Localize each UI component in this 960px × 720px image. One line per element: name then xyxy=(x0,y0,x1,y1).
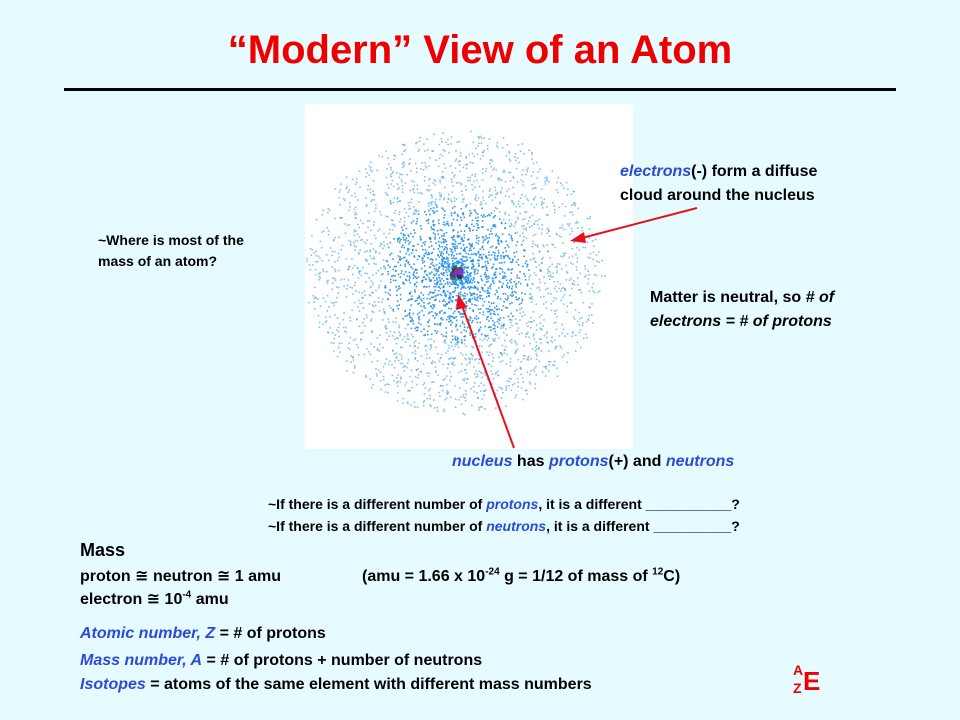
mass-question: ~Where is most of the mass of an atom? xyxy=(98,232,244,269)
electron-mass: electron ≅ $10^{-4}$ amu xyxy=(80,589,229,608)
mass-heading: Mass xyxy=(80,540,126,560)
symbol-atomic-number: Z xyxy=(793,680,802,696)
neutral-note: Matter is neutral, so # of electrons = # of protons xyxy=(650,289,835,330)
nucleus-arrowhead xyxy=(456,294,467,310)
neutrons-question: ~If there is a different number of neutrons, it is a different __________? xyxy=(268,518,740,534)
proton-mass: proton ≅ neutron ≅ 1 amu xyxy=(80,568,282,585)
nucleus-label: nucleus has protons(+) and neutrons xyxy=(452,453,735,470)
electron-arrowhead xyxy=(570,232,586,243)
nuclide-symbol xyxy=(793,660,833,700)
protons-question: ~If there is a different number of protons, it is a different ___________? xyxy=(268,496,740,512)
atomic-number-def: Atomic number, Z = # of protons xyxy=(80,625,326,642)
isotopes-def: Isotopes = atoms of the same element with different mass numbers xyxy=(80,676,592,693)
electron-arrow xyxy=(578,208,697,239)
symbol-mass-number: A xyxy=(793,662,804,678)
page-title: “Modern” View of an Atom xyxy=(227,28,733,72)
symbol-element: E xyxy=(803,666,821,696)
electrons-label: electrons(-) form a diffuse cloud around the nucleus xyxy=(620,163,818,204)
nucleus-arrow xyxy=(461,303,514,448)
amu-definition: (amu = 1.66 x $10^{-24}$ g = 1/12 of mass of $^{12}$C) xyxy=(362,566,681,585)
mass-number-def: Mass number, A = # of protons + number of neutrons xyxy=(80,652,483,669)
